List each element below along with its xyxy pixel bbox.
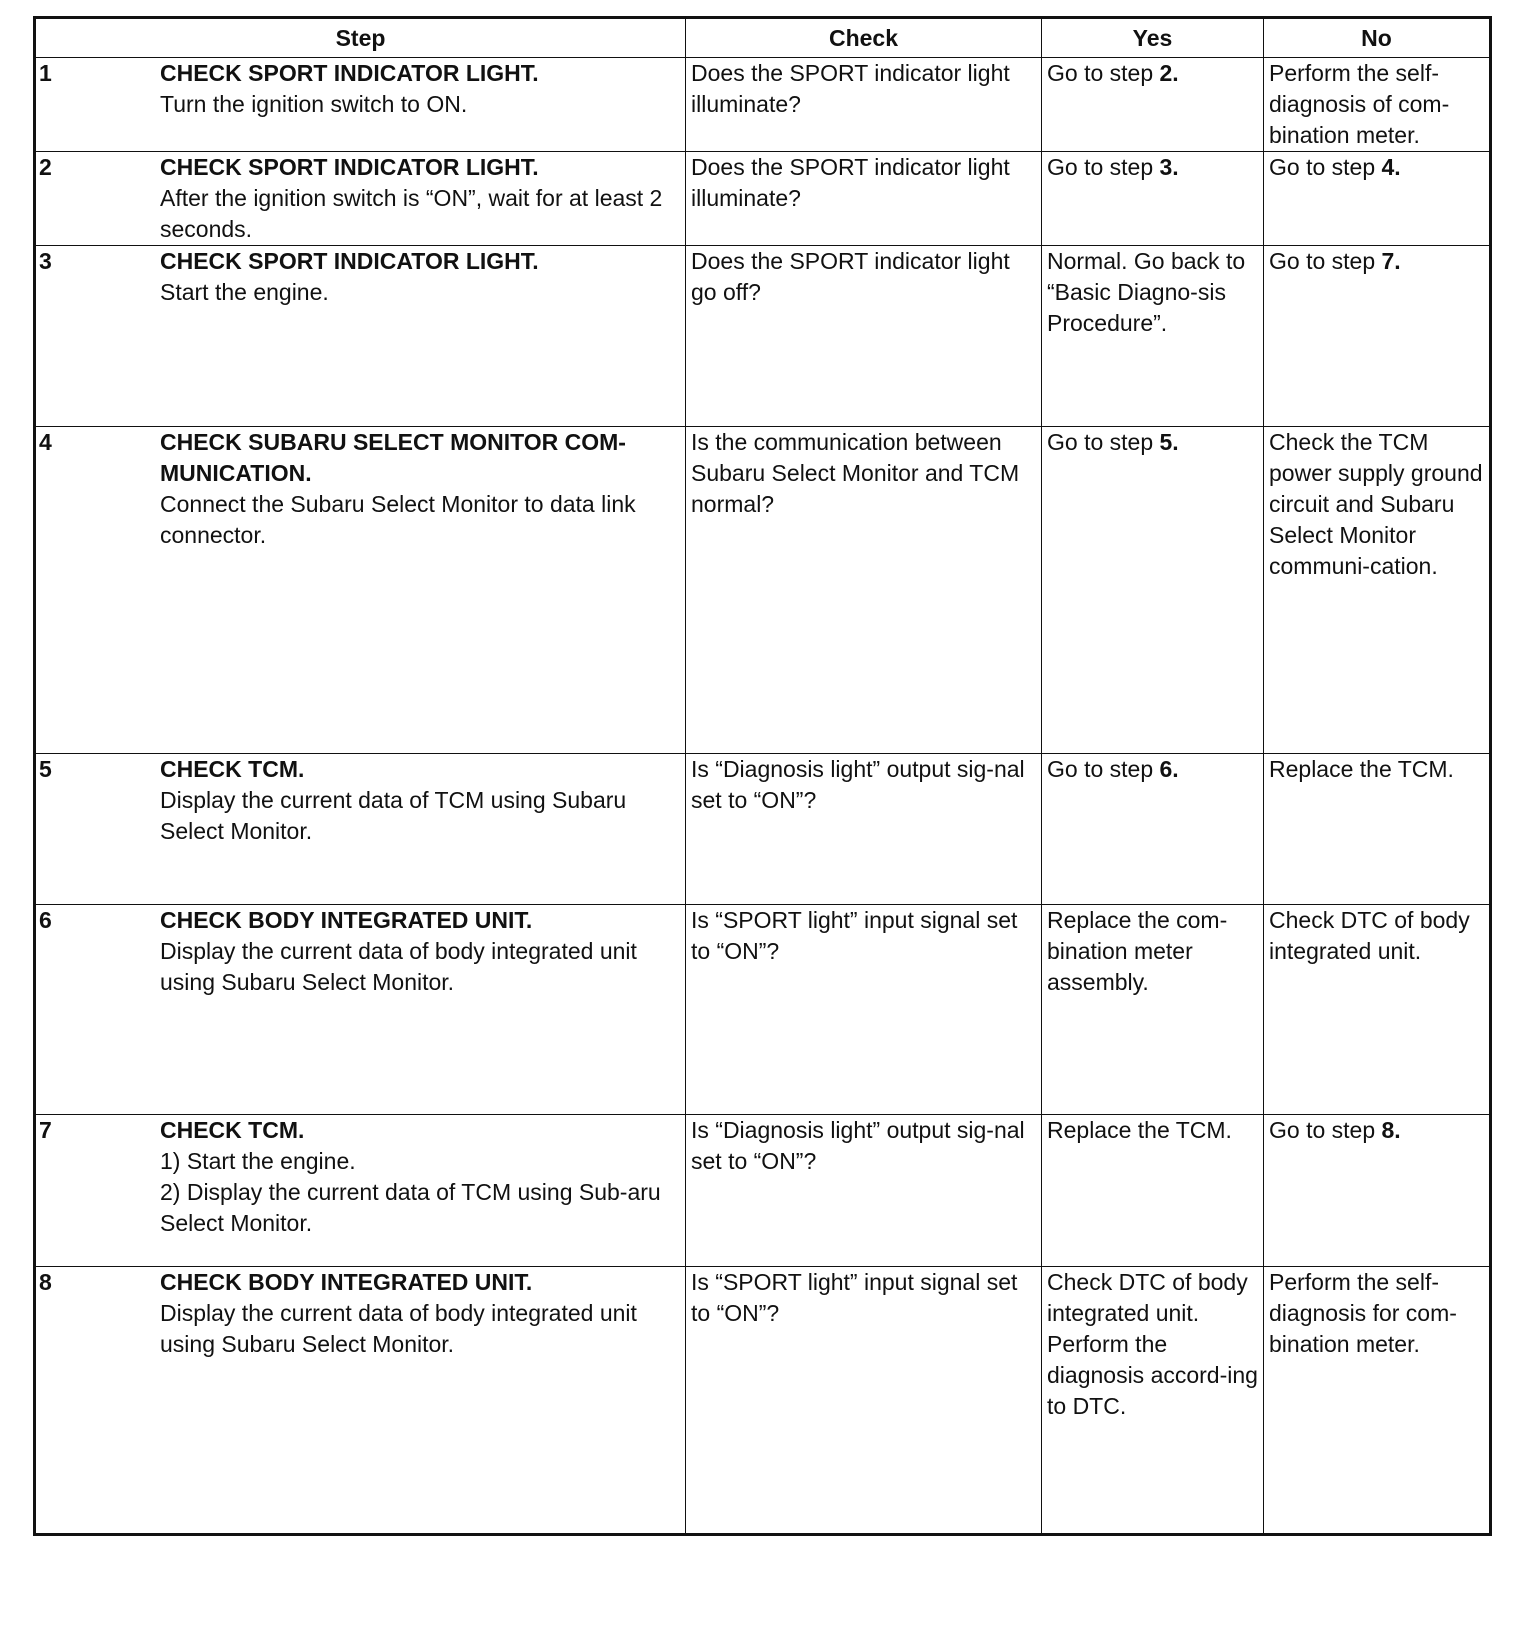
header-yes: Yes	[1042, 18, 1264, 58]
step-content	[36, 246, 685, 308]
yes-cell	[1042, 58, 1264, 152]
yes-text: Go to step	[1047, 756, 1160, 782]
step-cell	[35, 246, 686, 427]
no-cell	[1264, 58, 1491, 152]
no-step-ref: 7.	[1381, 248, 1401, 274]
step-description	[160, 1267, 685, 1360]
table-row	[35, 1115, 1491, 1267]
step-content	[36, 427, 685, 551]
check-cell: Is “Diagnosis light” output sig-nal set to “ON”?	[686, 754, 1042, 905]
step-number: 1	[39, 60, 52, 86]
no-cell	[1264, 427, 1491, 754]
check-cell: Is the communication between Subaru Select Monitor and TCM normal?	[686, 427, 1042, 754]
step-instruction: 2) Display the current data of TCM using Sub-aru Select Monitor.	[160, 1179, 661, 1236]
step-content	[36, 152, 685, 245]
no-text: Go to step	[1269, 154, 1382, 180]
check-cell: Is “SPORT light” input signal set to “ON”?	[686, 905, 1042, 1115]
no-cell	[1264, 152, 1491, 246]
step-instruction: 1) Start the engine.	[160, 1148, 356, 1174]
table-body	[35, 58, 1491, 1535]
step-content	[36, 1267, 685, 1360]
step-instruction: Display the current data of body integrated unit using Subaru Select Monitor.	[160, 938, 637, 995]
step-cell	[35, 152, 686, 246]
yes-text: Go to step	[1047, 154, 1160, 180]
step-description	[160, 246, 685, 308]
yes-text: Go to step	[1047, 429, 1160, 455]
header-no: No	[1264, 18, 1491, 58]
yes-text: Replace the com-bination meter assembly.	[1047, 907, 1228, 995]
step-cell	[35, 754, 686, 905]
step-number: 4	[39, 429, 52, 455]
step-description	[160, 427, 685, 551]
step-number: 7	[39, 1117, 52, 1143]
yes-step-ref: 2.	[1159, 60, 1179, 86]
step-description	[160, 754, 685, 847]
step-title: CHECK SPORT INDICATOR LIGHT.	[160, 248, 539, 274]
yes-cell	[1042, 1115, 1264, 1267]
step-cell	[35, 58, 686, 152]
table-row	[35, 754, 1491, 905]
header-check: Check	[686, 18, 1042, 58]
no-text: Replace the TCM.	[1269, 756, 1454, 782]
check-cell: Does the SPORT indicator light go off?	[686, 246, 1042, 427]
step-cell	[35, 905, 686, 1115]
step-description	[160, 905, 685, 998]
no-text: Perform the self-diagnosis of com-bination meter.	[1269, 60, 1450, 148]
check-cell: Is “SPORT light” input signal set to “ON”?	[686, 1267, 1042, 1535]
step-description	[160, 152, 685, 245]
yes-text: Go to step	[1047, 60, 1160, 86]
step-number: 3	[39, 248, 52, 274]
step-title: CHECK TCM.	[160, 756, 305, 782]
step-number: 8	[39, 1269, 52, 1295]
table-row	[35, 905, 1491, 1115]
table-row	[35, 427, 1491, 754]
yes-cell	[1042, 152, 1264, 246]
no-text: Check DTC of body integrated unit.	[1269, 907, 1470, 964]
yes-step-ref: 6.	[1159, 756, 1179, 782]
check-cell: Does the SPORT indicator light illuminate?	[686, 152, 1042, 246]
no-text: Perform the self-diagnosis for com-bination meter.	[1269, 1269, 1457, 1357]
step-cell	[35, 1115, 686, 1267]
check-cell: Does the SPORT indicator light illuminate?	[686, 58, 1042, 152]
yes-text: Normal. Go back to “Basic Diagno-sis Procedure”.	[1047, 248, 1246, 336]
yes-cell	[1042, 246, 1264, 427]
yes-cell	[1042, 905, 1264, 1115]
step-instruction: Turn the ignition switch to ON.	[160, 91, 468, 117]
no-step-ref: 4.	[1381, 154, 1401, 180]
step-cell	[35, 1267, 686, 1535]
step-description	[160, 1115, 685, 1239]
diagnostic-table	[33, 16, 1492, 1536]
step-title: CHECK BODY INTEGRATED UNIT.	[160, 1269, 533, 1295]
step-instruction: Connect the Subaru Select Monitor to data link connector.	[160, 491, 636, 548]
yes-cell	[1042, 1267, 1264, 1535]
step-number: 2	[39, 154, 52, 180]
step-instruction: After the ignition switch is “ON”, wait for at least 2 seconds.	[160, 185, 663, 242]
step-instruction: Display the current data of body integrated unit using Subaru Select Monitor.	[160, 1300, 637, 1357]
table-row	[35, 152, 1491, 246]
diagnostic-table-container	[33, 16, 1489, 1536]
table-row	[35, 246, 1491, 427]
no-cell	[1264, 754, 1491, 905]
no-text: Go to step	[1269, 1117, 1382, 1143]
yes-text: Check DTC of body integrated unit. Perform the diagnosis accord-ing to DTC.	[1047, 1269, 1258, 1419]
no-cell	[1264, 905, 1491, 1115]
step-title: CHECK SPORT INDICATOR LIGHT.	[160, 60, 539, 86]
step-description	[160, 58, 685, 120]
no-text: Go to step	[1269, 248, 1382, 274]
step-cell	[35, 427, 686, 754]
no-text: Check the TCM power supply ground circuit and Subaru Select Monitor communi-cation.	[1269, 429, 1483, 579]
yes-text: Replace the TCM.	[1047, 1117, 1232, 1143]
step-title: CHECK BODY INTEGRATED UNIT.	[160, 907, 533, 933]
step-content	[36, 754, 685, 847]
yes-step-ref: 5.	[1159, 429, 1179, 455]
table-row	[35, 58, 1491, 152]
step-content	[36, 905, 685, 998]
no-cell	[1264, 1115, 1491, 1267]
step-title: CHECK SUBARU SELECT MONITOR COM-MUNICATION.	[160, 429, 626, 486]
step-number: 5	[39, 756, 52, 782]
no-cell	[1264, 1267, 1491, 1535]
step-content	[36, 1115, 685, 1239]
step-title: CHECK SPORT INDICATOR LIGHT.	[160, 154, 539, 180]
header-row	[35, 18, 1491, 58]
no-cell	[1264, 246, 1491, 427]
step-title: CHECK TCM.	[160, 1117, 305, 1143]
yes-cell	[1042, 427, 1264, 754]
yes-step-ref: 3.	[1159, 154, 1179, 180]
header-step: Step	[35, 18, 686, 58]
table-row	[35, 1267, 1491, 1535]
yes-cell	[1042, 754, 1264, 905]
check-cell: Is “Diagnosis light” output sig-nal set to “ON”?	[686, 1115, 1042, 1267]
step-instruction: Start the engine.	[160, 279, 329, 305]
step-instruction: Display the current data of TCM using Subaru Select Monitor.	[160, 787, 627, 844]
step-number: 6	[39, 907, 52, 933]
step-content	[36, 58, 685, 120]
no-step-ref: 8.	[1381, 1117, 1401, 1143]
